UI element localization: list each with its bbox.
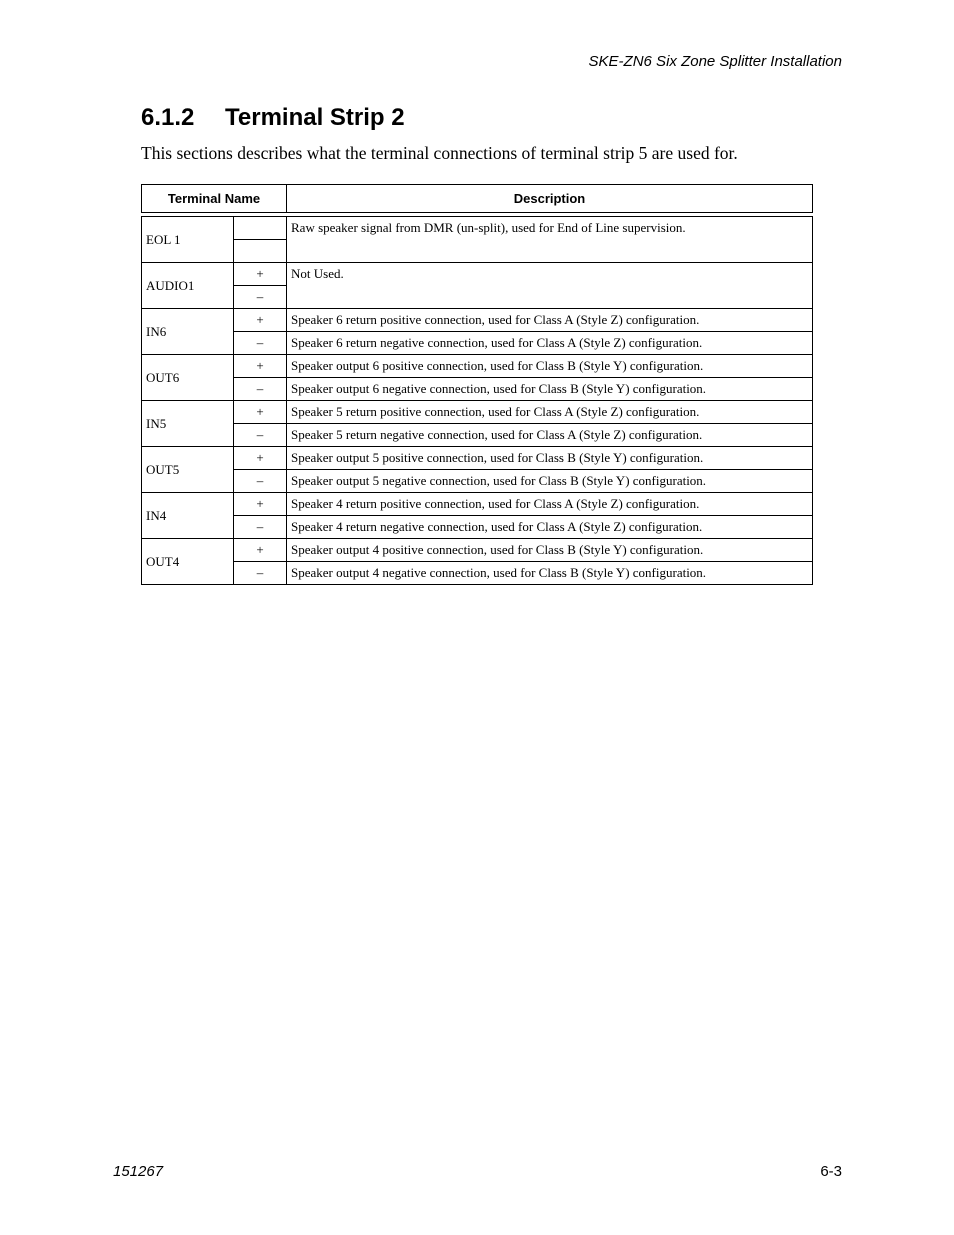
terminal-polarity: + [234, 263, 287, 286]
terminal-description: Raw speaker signal from DMR (un-split), used for End of Line supervision. [287, 217, 813, 263]
footer-doc-number: 151267 [113, 1163, 164, 1180]
intro-paragraph: This sections describes what the terminal connections of terminal strip 5 are used for. [141, 143, 738, 163]
terminal-polarity: – [234, 562, 287, 585]
terminal-polarity: + [234, 493, 287, 516]
terminal-polarity: + [234, 401, 287, 424]
terminal-polarity: – [234, 424, 287, 447]
terminal-polarity: – [234, 332, 287, 355]
terminal-name: OUT5 [142, 447, 234, 493]
terminal-description: Speaker output 6 positive connection, used for Class B (Style Y) configuration. [287, 355, 813, 378]
terminal-polarity [234, 240, 287, 263]
terminal-name: IN5 [142, 401, 234, 447]
terminal-description: Speaker 4 return negative connection, used for Class A (Style Z) configuration. [287, 516, 813, 539]
terminal-description: Speaker 4 return positive connection, used for Class A (Style Z) configuration. [287, 493, 813, 516]
running-header: SKE-ZN6 Six Zone Splitter Installation [588, 53, 842, 70]
terminal-description: Speaker output 4 negative connection, used for Class B (Style Y) configuration. [287, 562, 813, 585]
terminal-table [141, 184, 813, 585]
terminal-name: OUT4 [142, 539, 234, 585]
terminal-name: OUT6 [142, 355, 234, 401]
section-title: Terminal Strip 2 [225, 104, 405, 131]
terminal-description: Speaker output 6 negative connection, used for Class B (Style Y) configuration. [287, 378, 813, 401]
terminal-description: Speaker output 5 negative connection, used for Class B (Style Y) configuration. [287, 470, 813, 493]
terminal-description: Speaker output 5 positive connection, used for Class B (Style Y) configuration. [287, 447, 813, 470]
terminal-description: Not Used. [287, 263, 813, 309]
section-number: 6.1.2 [141, 104, 195, 131]
section-heading [141, 104, 405, 132]
terminal-polarity: + [234, 447, 287, 470]
footer-page-number: 6-3 [820, 1163, 842, 1180]
terminal-description: Speaker 5 return positive connection, used for Class A (Style Z) configuration. [287, 401, 813, 424]
terminal-polarity: – [234, 286, 287, 309]
terminal-polarity [234, 217, 287, 240]
terminal-description: Speaker output 4 positive connection, used for Class B (Style Y) configuration. [287, 539, 813, 562]
terminal-description: Speaker 6 return positive connection, used for Class A (Style Z) configuration. [287, 309, 813, 332]
terminal-polarity: – [234, 516, 287, 539]
terminal-polarity: – [234, 378, 287, 401]
terminal-description: Speaker 5 return negative connection, used for Class A (Style Z) configuration. [287, 424, 813, 447]
terminal-name: EOL 1 [142, 217, 234, 263]
terminal-polarity: + [234, 539, 287, 562]
terminal-description: Speaker 6 return negative connection, used for Class A (Style Z) configuration. [287, 332, 813, 355]
header-description: Description [287, 185, 813, 213]
terminal-polarity: + [234, 355, 287, 378]
terminal-name: AUDIO1 [142, 263, 234, 309]
terminal-name: IN6 [142, 309, 234, 355]
terminal-polarity: + [234, 309, 287, 332]
header-terminal-name: Terminal Name [142, 185, 287, 213]
terminal-polarity: – [234, 470, 287, 493]
terminal-name: IN4 [142, 493, 234, 539]
